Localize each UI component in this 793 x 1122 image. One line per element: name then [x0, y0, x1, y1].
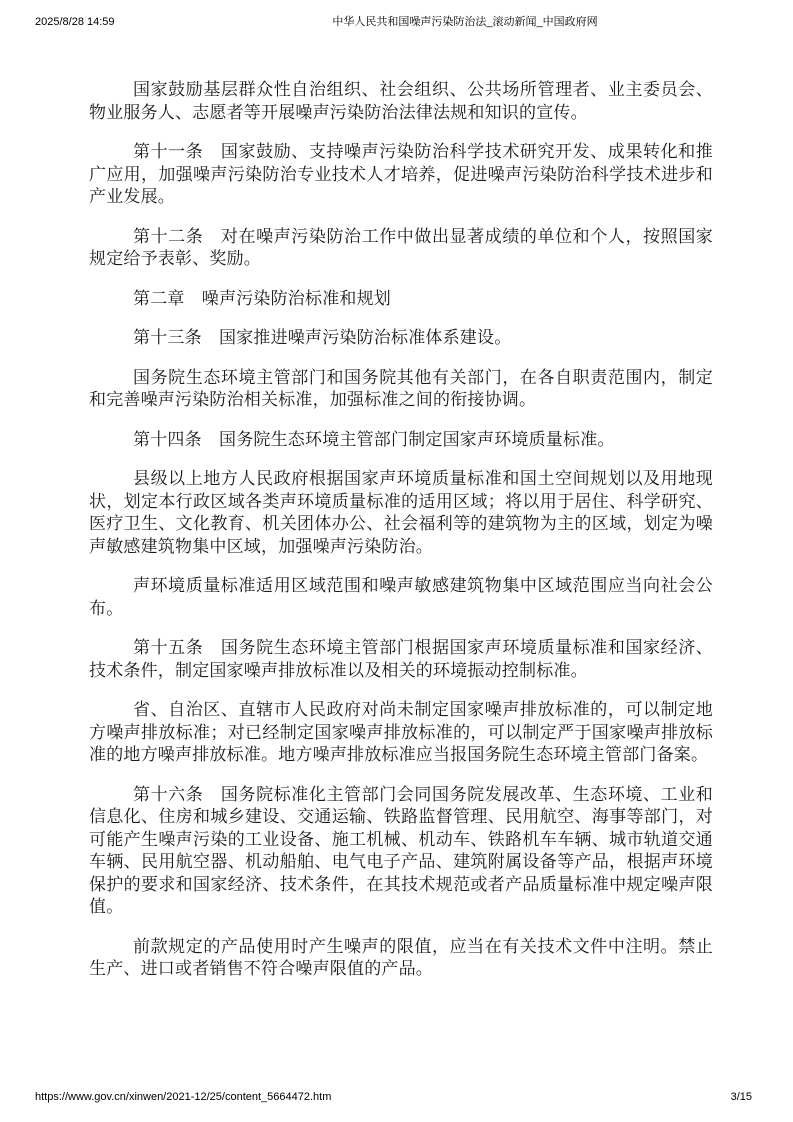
- paragraph-article-11: 第十一条 国家鼓励、支持噪声污染防治科学技术研究开发、成果转化和推广应用，加强噪声污染防治专业技术人才培养，促进噪声污染防治科学技术进步和产业发展。: [89, 142, 713, 206]
- paragraph-article-14-detail-1: 县级以上地方人民政府根据国家声环境质量标准和国土空间规划以及用地现状，划定本行政区域各类声环境质量标准的适用区域；将以用于居住、科学研究、医疗卫生、文化教育、机关团体办公、社会福利等的建筑物为主的区域，划定为噪声敏感建筑物集中区域，加强噪声污染防治。: [89, 469, 713, 556]
- page-title: 中华人民共和国噪声污染防治法_滚动新闻_中国政府网: [332, 16, 598, 28]
- paragraph-article-14: 第十四条 国务院生态环境主管部门制定国家声环境质量标准。: [133, 429, 615, 449]
- paragraph-article-13-detail: 国务院生态环境主管部门和国务院其他有关部门，在各自职责范围内，制定和完善噪声污染防治相关标准，加强标准之间的衔接协调。: [89, 367, 713, 409]
- paragraph-article-15: 第十五条 国务院生态环境主管部门根据国家声环境质量标准和国家经济、技术条件，制定国家噪声排放标准以及相关的环境振动控制标准。: [89, 638, 713, 680]
- paragraph-article-16-detail: 前款规定的产品使用时产生噪声的限值，应当在有关技术文件中注明。禁止生产、进口或者销售不符合噪声限值的产品。: [89, 936, 713, 978]
- footer-url: https://www.gov.cn/xinwen/2021-12/25/content_5664472.htm: [35, 1091, 332, 1103]
- paragraph-article-16: 第十六条 国务院标准化主管部门会同国务院发展改革、生态环境、工业和信息化、住房和城乡建设、交通运输、铁路监督管理、民用航空、海事等部门，对可能产生噪声污染的工业设备、施工机械、机动车、铁路机车车辆、城市轨道交通车辆、民用航空器、机动船舶、电气电子产品、建筑附属设备等产品，根据声环境保护的要求和国家经济、技术条件，在其技术规范或者产品质量标准中规定噪声限值。: [89, 784, 713, 916]
- paragraph-article-13: 第十三条 国家推进噪声污染防治标准体系建设。: [133, 328, 512, 347]
- paragraph-article-12: 第十二条 对在噪声污染防治工作中做出显著成绩的单位和个人，按照国家规定给予表彰、奖励。: [89, 226, 713, 268]
- print-datetime: 2025/8/28 14:59: [35, 16, 115, 28]
- chapter-2-heading: 第二章 噪声污染防治标准和规划: [133, 288, 391, 308]
- paragraph-intro-publicity: 国家鼓励基层群众性自治组织、社会组织、公共场所管理者、业主委员会、物业服务人、志愿者等开展噪声污染防治法律法规和知识的宣传。: [89, 80, 713, 122]
- paragraph-article-14-detail-2: 声环境质量标准适用区域范围和噪声敏感建筑物集中区域范围应当向社会公布。: [89, 576, 713, 618]
- page-number: 3/15: [730, 1091, 752, 1103]
- paragraph-article-15-detail: 省、自治区、直辖市人民政府对尚未制定国家噪声排放标准的，可以制定地方噪声排放标准；对已经制定国家噪声排放标准的，可以制定严于国家噪声排放标准的地方噪声排放标准。地方噪声排放标准应当报国务院生态环境主管部门备案。: [89, 700, 713, 764]
- document-body: [89, 79, 713, 998]
